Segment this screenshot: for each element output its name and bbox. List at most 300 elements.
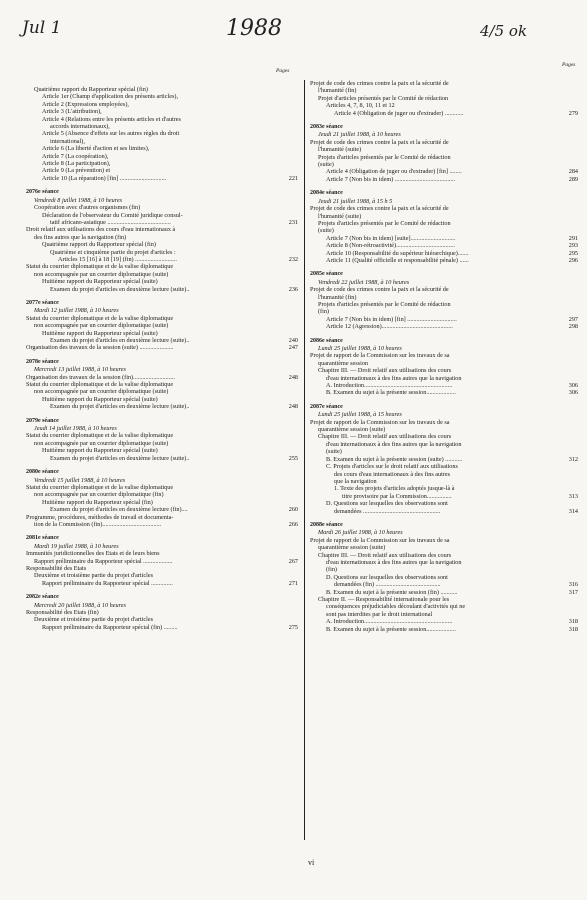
- toc-entry: [26, 241, 298, 248]
- toc-page-number: 247: [288, 344, 298, 352]
- toc-entry-text: Programme, procédures, méthodes de travail et documenta-: [26, 513, 174, 521]
- toc-entry-text: Article 8 (Non-rétroactivité)......................................: [326, 242, 455, 250]
- toc-entry: [26, 249, 298, 256]
- toc-entry-text: non accompagnée par un courrier diplomatique (suite): [34, 388, 169, 396]
- toc-entry-text: Responsabilité des Etats: [26, 564, 87, 572]
- toc-entry-text: B. Examen du sujet à la présente session (suite) ...........: [326, 455, 463, 463]
- toc-entry: [26, 432, 298, 439]
- toc-entry: [310, 537, 578, 544]
- session-date: [26, 307, 298, 314]
- toc-entry: [26, 130, 298, 137]
- toc-entry-text: Examen du projet d'articles en deuxième lecture (suite)..: [50, 403, 190, 411]
- toc-page-number: 221: [288, 174, 298, 182]
- toc-entry: [310, 603, 578, 610]
- toc-entry-text: Mercredi 13 juillet 1988, à 10 heures: [34, 366, 126, 374]
- toc-entry-text: d'eau internationaux à des fins autres que la navigation: [326, 374, 462, 382]
- toc-entry-text: Quatrième rapport du Rapporteur spécial (fin): [34, 86, 148, 93]
- toc-entry-text: des fins autres que la navigation (fin): [34, 233, 127, 241]
- toc-entry: [26, 212, 298, 219]
- toc-entry-text: Droit relatif aux utilisations des cours d'eau internationaux à: [26, 226, 176, 234]
- toc-entry-text: Lundi 25 juillet 1988, à 15 heures: [318, 411, 402, 419]
- toc-entry: [310, 367, 578, 374]
- toc-entry: [310, 80, 578, 87]
- toc-column-right: [310, 80, 578, 633]
- toc-entry-text: Article 12 (Agression)..............................................: [326, 323, 453, 331]
- toc-entry-text: 2084e séance: [310, 190, 343, 197]
- toc-entry-text: Examen du projet d'articles en deuxième lecture (suite)..: [50, 285, 190, 293]
- toc-entry-text: quarantième session: [318, 359, 369, 367]
- toc-entry-text: Mardi 26 juillet 1988, à 10 heures: [318, 529, 403, 537]
- toc-entry: [26, 263, 298, 270]
- toc-entry-text: conséquences préjudiciables découlant d'activités qui ne: [326, 603, 466, 611]
- toc-entry: [310, 301, 578, 308]
- toc-entry: [310, 242, 578, 249]
- toc-page-number: 317: [568, 588, 578, 596]
- toc-entry-text: Projets d'articles présentés par le Comité de rédaction: [318, 219, 451, 227]
- session-date: [310, 198, 578, 205]
- toc-page-number: 284: [568, 168, 578, 176]
- toc-entry-text: Mardi 19 juillet 1988, à 10 heures: [34, 542, 119, 550]
- toc-entry: [310, 500, 578, 507]
- toc-entry-text: Rapport préliminaire du Rapporteur spécial ..............: [42, 579, 173, 587]
- toc-entry: [310, 581, 578, 588]
- toc-entry: [310, 471, 578, 478]
- toc-entry-text: (suite): [318, 227, 334, 235]
- toc-entry-text: tion de la Commission (fin)......................................: [34, 520, 162, 528]
- toc-entry-text: D. Questions sur lesquelles des observations sont: [326, 573, 448, 581]
- toc-entry: [310, 220, 578, 227]
- toc-entry: [26, 167, 298, 174]
- toc-entry-text: 2085e séance: [310, 271, 343, 278]
- toc-entry-text: Chapitre III. — Droit relatif aux utilisations des cours: [318, 367, 452, 375]
- toc-entry-text: Mercredi 20 juillet 1988, à 10 heures: [34, 601, 126, 609]
- toc-entry: [26, 145, 298, 152]
- toc-entry: [310, 257, 578, 264]
- toc-entry-text: 2078e séance: [26, 358, 59, 365]
- toc-entry: [26, 440, 298, 447]
- toc-page-number: 231: [288, 218, 298, 226]
- toc-entry-text: quarantième session (suite): [318, 426, 386, 434]
- toc-entry-text: Projet de rapport de la Commission sur les travaux de sa: [310, 418, 450, 426]
- toc-entry-text: Projet de code des crimes contre la paix et la sécurité de: [310, 138, 449, 146]
- toc-page-number: 271: [288, 579, 298, 587]
- toc-entry-text: Article 6 (La liberté d'action et ses limites),: [42, 145, 150, 153]
- toc-entry-text: Projet de code des crimes contre la paix et la sécurité de: [310, 205, 449, 213]
- toc-entry-text: Coopération avec d'autres organismes (fin): [34, 204, 141, 212]
- toc-entry: [26, 116, 298, 123]
- toc-entry-text: international),: [50, 137, 85, 145]
- toc-entry-text: l'humanité (fin): [318, 87, 357, 95]
- toc-entry-text: 2083e séance: [310, 124, 343, 131]
- session-date: [26, 425, 298, 432]
- toc-entry-text: tatif africano-asiatique .........................................: [50, 218, 171, 226]
- toc-entry-text: Projets d'articles présentés par le Comité de rédaction: [318, 300, 451, 308]
- session-date: [26, 366, 298, 373]
- toc-entry-text: non accompagnée par un courrier diplomatique (suite): [34, 439, 169, 447]
- toc-entry-text: Organisation des travaux de la session (fin)...........................: [26, 373, 175, 381]
- toc-entry: [26, 344, 298, 351]
- toc-entry-text: Examen du projet d'articles en deuxième lecture (fin)....: [50, 506, 188, 514]
- toc-entry: [26, 388, 298, 395]
- toc-entry-text: Article 5 (Absence d'effets sur les autres règles du droit: [42, 130, 180, 138]
- toc-entry: [26, 93, 298, 100]
- toc-entry-text: demandées ..................................................: [334, 507, 441, 515]
- toc-entry: [26, 381, 298, 388]
- toc-entry-text: Article 7 (Non bis in idem) .......................................: [326, 175, 456, 183]
- toc-page-number: 289: [568, 175, 578, 183]
- toc-entry: [26, 322, 298, 329]
- toc-entry: [310, 493, 578, 500]
- toc-entry: [310, 102, 578, 109]
- toc-entry: [26, 204, 298, 211]
- toc-entry: [26, 175, 298, 182]
- session-date: [26, 477, 298, 484]
- toc-entry-text: 2080e séance: [26, 469, 59, 476]
- toc-entry-text: non accompagnée par un courrier diplomatique (suite): [34, 270, 169, 278]
- session-heading: [310, 522, 578, 529]
- toc-entry-text: (fin): [318, 308, 329, 316]
- toc-entry: [310, 618, 578, 625]
- toc-page-number: 266: [288, 520, 298, 528]
- toc-entry-text: Article 11 (Qualité officielle et responsabilité pénale) ......: [326, 256, 469, 264]
- toc-entry-text: Article 1er (Champ d'application des présents articles),: [42, 93, 178, 101]
- toc-page-number: 318: [568, 625, 578, 633]
- toc-entry: [310, 448, 578, 455]
- toc-entry-text: 2088e séance: [310, 521, 343, 528]
- session-heading: [310, 124, 578, 131]
- toc-entry: [310, 308, 578, 315]
- toc-entry: [310, 433, 578, 440]
- toc-entry: [310, 294, 578, 301]
- toc-page-number: 279: [568, 109, 578, 117]
- toc-entry-text: Chapitre II. — Responsabilité internationale pour les: [318, 596, 450, 603]
- toc-entry: [310, 566, 578, 573]
- toc-entry-text: Jeudi 14 juillet 1988, à 10 heures: [34, 425, 117, 433]
- toc-entry: [310, 316, 578, 323]
- toc-entry: [310, 441, 578, 448]
- toc-entry-text: Huitième rapport du Rapporteur spécial (suite): [42, 447, 158, 455]
- session-heading: [26, 418, 298, 425]
- toc-entry: [26, 565, 298, 572]
- toc-entry: [26, 278, 298, 285]
- toc-page-number: 236: [288, 285, 298, 293]
- session-heading: [310, 190, 578, 197]
- toc-entry: [26, 153, 298, 160]
- toc-entry: [26, 521, 298, 528]
- toc-entry-text: Déclaration de l'observateur du Comité juridique consul-: [42, 211, 183, 219]
- toc-entry: [26, 609, 298, 616]
- pages-header-left: Pages: [276, 68, 290, 74]
- toc-entry: [310, 485, 578, 492]
- toc-entry: [310, 574, 578, 581]
- toc-entry: [310, 611, 578, 618]
- toc-column-left: [26, 86, 298, 631]
- toc-page-number: 295: [568, 249, 578, 257]
- toc-entry-text: des cours d'eau internationaux à des fins autres: [334, 470, 451, 478]
- toc-entry-text: (suite): [326, 448, 342, 456]
- toc-entry: [26, 616, 298, 623]
- toc-entry-text: (suite): [318, 161, 334, 169]
- toc-entry-text: Mardi 12 juillet 1988, à 10 heures: [34, 307, 119, 315]
- toc-entry-text: B. Examen du sujet à la présente session...................: [326, 625, 456, 633]
- toc-entry: [26, 506, 298, 513]
- toc-entry: [26, 558, 298, 565]
- toc-entry-text: C. Projets d'articles sur le droit relatif aux utilisations: [326, 463, 458, 471]
- toc-page-number: 255: [288, 454, 298, 462]
- toc-entry-text: 2082e séance: [26, 594, 59, 601]
- toc-entry-text: Organisation des travaux de la session (suite) ......................: [26, 344, 174, 352]
- toc-entry-text: d'eau internationaux à des fins autres que la navigation: [326, 558, 462, 566]
- toc-entry-text: Article 3 (L'attribution),: [42, 108, 102, 116]
- toc-entry-text: non accompagnée par un courrier diplomatique (fin): [34, 491, 164, 499]
- toc-entry: [310, 323, 578, 330]
- session-date: [310, 529, 578, 536]
- toc-entry: [310, 235, 578, 242]
- toc-entry: [26, 396, 298, 403]
- handwritten-note-left: Jul 1: [22, 18, 62, 38]
- toc-entry: [26, 330, 298, 337]
- toc-page-number: 232: [288, 255, 298, 263]
- toc-entry-text: Lundi 25 juillet 1988, à 10 heures: [318, 345, 402, 352]
- toc-entry: [310, 596, 578, 603]
- toc-entry: [26, 491, 298, 498]
- toc-entry: [310, 352, 578, 359]
- toc-page-number: 275: [288, 623, 298, 631]
- toc-entry-text: Vendredi 22 juillet 1988, à 10 heures: [318, 278, 410, 286]
- toc-entry: [310, 286, 578, 293]
- toc-entry: [26, 86, 298, 93]
- toc-page-number: 318: [568, 618, 578, 626]
- toc-entry: [26, 624, 298, 631]
- toc-entry-text: d'eau internationaux à des fins autres que la navigation: [326, 440, 462, 448]
- toc-entry-text: Articles 4, 7, 8, 10, 11 et 12: [326, 102, 395, 110]
- toc-entry: [310, 382, 578, 389]
- toc-entry-text: l'humanité (fin): [318, 293, 357, 301]
- toc-entry-text: Statut du courrier diplomatique et de la valise diplomatique: [26, 381, 174, 389]
- toc-entry-text: Quatrième rapport du Rapporteur spécial (fin): [42, 241, 156, 249]
- toc-page-number: 260: [288, 506, 298, 514]
- toc-entry-text: Rapport préliminaire du Rapporteur spécial (fin) .........: [42, 623, 178, 631]
- toc-entry-text: 2079e séance: [26, 417, 59, 424]
- toc-entry: [310, 110, 578, 117]
- toc-entry: [310, 139, 578, 146]
- handwritten-note-right: 4/5 ok: [480, 22, 528, 40]
- toc-entry-text: Rapport préliminaire du Rapporteur spécial ...................: [34, 557, 173, 565]
- handwritten-note-center: 1988: [226, 16, 282, 41]
- session-heading: [26, 300, 298, 307]
- toc-entry-text: sont pas interdites par le droit international: [326, 610, 433, 618]
- toc-entry: [310, 389, 578, 396]
- toc-page-number: 293: [568, 242, 578, 250]
- toc-entry-text: 2081e séance: [26, 535, 59, 542]
- toc-entry: [26, 315, 298, 322]
- session-date: [26, 543, 298, 550]
- toc-entry-text: Article 10 (Responsabilité du supérieur hiérarchique).......: [326, 249, 469, 257]
- toc-entry-text: Chapitre III. — Droit relatif aux utilisations des cours: [318, 551, 452, 559]
- toc-entry: [26, 572, 298, 579]
- session-heading: [26, 359, 298, 366]
- toc-entry: [310, 375, 578, 382]
- toc-entry-text: Statut du courrier diplomatique et de la valise diplomatique: [26, 263, 174, 271]
- toc-entry: [26, 226, 298, 233]
- toc-entry: [26, 550, 298, 557]
- toc-entry-text: Huitième rapport du Rapporteur spécial (suite): [42, 395, 158, 403]
- toc-entry: [310, 205, 578, 212]
- toc-entry-text: Vendredi 15 juillet 1988, à 10 heures: [34, 476, 126, 484]
- toc-entry-text: Quatrième et cinquième partie du projet d'articles :: [50, 248, 176, 256]
- toc-entry-text: Article 7 (Non bis in idem) [suite].............................: [326, 234, 456, 242]
- toc-entry: [26, 374, 298, 381]
- toc-entry: [310, 478, 578, 485]
- toc-entry: [26, 108, 298, 115]
- toc-entry: [310, 176, 578, 183]
- toc-entry-text: Article 10 (La réparation) [fin] ..............................: [42, 174, 167, 182]
- toc-entry-text: Statut du courrier diplomatique et de la valise diplomatique: [26, 314, 174, 322]
- toc-entry-text: Statut du courrier diplomatique et de la valise diplomatique: [26, 483, 174, 491]
- toc-entry: [310, 419, 578, 426]
- toc-entry: [310, 426, 578, 433]
- session-date: [310, 345, 578, 352]
- toc-page-number: 240: [288, 337, 298, 344]
- toc-entry: [26, 256, 298, 263]
- toc-entry-text: A. Introduction.........................................................: [326, 382, 453, 390]
- toc-entry-text: D. Questions sur lesquelles des observations sont: [326, 500, 448, 508]
- session-heading: [26, 189, 298, 196]
- toc-entry: [26, 160, 298, 167]
- session-heading: [310, 404, 578, 411]
- toc-entry-text: Responsabilité des Etats (fin): [26, 609, 99, 616]
- toc-entry: [26, 514, 298, 521]
- toc-entry: [26, 123, 298, 130]
- toc-entry: [310, 146, 578, 153]
- toc-entry-text: l'humanité (suite): [318, 212, 362, 220]
- toc-entry-text: Article 4 (Relations entre les présents articles et d'autres: [42, 115, 181, 123]
- toc-entry: [310, 213, 578, 220]
- toc-entry-text: (fin): [326, 566, 337, 574]
- session-heading: [310, 338, 578, 345]
- toc-page-number: 248: [288, 403, 298, 411]
- toc-page-number: 312: [568, 455, 578, 463]
- toc-entry: [310, 544, 578, 551]
- toc-entry: [26, 403, 298, 410]
- toc-entry-text: 2086e séance: [310, 337, 343, 344]
- toc-page-number: 316: [568, 581, 578, 589]
- toc-entry: [310, 250, 578, 257]
- session-date: [26, 197, 298, 204]
- toc-entry-text: titre provisoire par la Commission................: [342, 492, 452, 500]
- toc-entry-text: 2077e séance: [26, 299, 59, 306]
- column-divider: [304, 80, 305, 840]
- toc-entry: [26, 234, 298, 241]
- toc-entry: [310, 456, 578, 463]
- toc-entry: [310, 87, 578, 94]
- session-date: [310, 279, 578, 286]
- toc-entry-text: Projets d'articles présentés par le Comité de rédaction: [318, 153, 451, 161]
- toc-entry: [310, 463, 578, 470]
- toc-page-number: 306: [568, 389, 578, 397]
- toc-entry-text: demandées (fin) ..........................................: [334, 581, 441, 589]
- toc-entry-text: 2076e séance: [26, 189, 59, 196]
- toc-entry-text: l'humanité (suite): [318, 146, 362, 154]
- toc-page-number: 313: [568, 492, 578, 500]
- toc-entry-text: Huitième rapport du Rapporteur spécial (suite): [42, 329, 158, 337]
- toc-entry-text: accords internationaux),: [50, 123, 110, 131]
- toc-page-number: 267: [288, 557, 298, 565]
- toc-entry: [310, 589, 578, 596]
- toc-entry: [26, 484, 298, 491]
- toc-entry-text: Jeudi 21 juillet 1988, à 10 heures: [318, 131, 401, 139]
- toc-entry-text: Chapitre III. — Droit relatif aux utilisations des cours: [318, 433, 452, 441]
- toc-entry-text: Huitième rapport du Rapporteur spécial (fin): [42, 498, 153, 506]
- session-heading: [310, 271, 578, 278]
- toc-entry-text: Article 8 (La participation),: [42, 160, 111, 168]
- toc-page-number: 314: [568, 507, 578, 515]
- session-date: [26, 602, 298, 609]
- page-number: vi: [308, 858, 315, 867]
- toc-entry-text: non accompagnée par un courrier diplomatique (suite): [34, 322, 169, 330]
- toc-entry-text: Statut du courrier diplomatique et de la valise diplomatique: [26, 432, 174, 440]
- toc-entry-text: Article 2 (Expressions employées),: [42, 100, 129, 108]
- toc-entry-text: A. Introduction.........................................................: [326, 618, 453, 626]
- toc-entry-text: Examen du projet d'articles en deuxième lecture (suite)..: [50, 454, 190, 462]
- toc-entry-text: Article 4 (Obligation de juger ou d'extrader) ............: [334, 109, 464, 117]
- toc-entry: [310, 154, 578, 161]
- toc-entry: [310, 95, 578, 102]
- toc-entry-text: Deuxième et troisième partie du projet d'articles: [34, 616, 153, 624]
- toc-entry: [26, 286, 298, 293]
- toc-entry-text: Vendredi 8 juillet 1988, à 10 heures: [34, 196, 123, 204]
- toc-entry: [310, 227, 578, 234]
- toc-page-number: 291: [568, 234, 578, 242]
- toc-entry: [310, 360, 578, 367]
- toc-page-number: 298: [568, 323, 578, 331]
- toc-entry-text: Projet de rapport de la Commission sur les travaux de sa: [310, 352, 450, 360]
- toc-entry: [26, 580, 298, 587]
- toc-entry-text: Article 7 (Non bis in idem) [fin] ................................: [326, 315, 457, 323]
- toc-entry-text: Immunités juridictionnelles des Etats et de leurs biens: [26, 550, 160, 558]
- toc-entry-text: Deuxième et troisième partie du projet d'articles: [34, 572, 153, 580]
- toc-entry-text: Huitième rapport du Rapporteur spécial (suite): [42, 278, 158, 286]
- toc-entry: [310, 552, 578, 559]
- session-date: [310, 131, 578, 138]
- toc-entry-text: Examen du projet d'articles en deuxième lecture (suite)..: [50, 337, 190, 344]
- toc-entry: [310, 559, 578, 566]
- toc-entry-text: 1. Texte des projets d'articles adoptés jusque-là à: [334, 485, 455, 493]
- toc-entry-text: Projet de code des crimes contre la paix et la sécurité de: [310, 286, 449, 294]
- toc-entry: [310, 168, 578, 175]
- toc-page-number: 248: [288, 373, 298, 381]
- session-heading: [26, 535, 298, 542]
- toc-entry: [310, 626, 578, 633]
- toc-entry: [26, 219, 298, 226]
- pages-header-right: Pages: [562, 62, 576, 68]
- toc-entry-text: Jeudi 21 juillet 1988, à 15 h 5: [318, 197, 393, 205]
- toc-page-number: 297: [568, 315, 578, 323]
- toc-entry-text: B. Examen du sujet à la présente session (fin) ...........: [326, 588, 458, 596]
- toc-entry: [26, 499, 298, 506]
- toc-page-number: 306: [568, 382, 578, 390]
- session-heading: [26, 469, 298, 476]
- toc-entry-text: B. Examen du sujet à la présente session...................: [326, 389, 456, 397]
- toc-entry-text: Article 4 (Obligation de juger ou d'extrader) [fin] ........: [326, 168, 462, 176]
- toc-entry: [26, 101, 298, 108]
- toc-entry: [26, 337, 298, 344]
- toc-page-number: 296: [568, 256, 578, 264]
- toc-entry: [310, 161, 578, 168]
- session-date: [310, 411, 578, 418]
- toc-entry-text: Article 9 (La prévention) et: [42, 167, 111, 175]
- toc-entry-text: Projet de code des crimes contre la paix et la sécurité de: [310, 80, 449, 87]
